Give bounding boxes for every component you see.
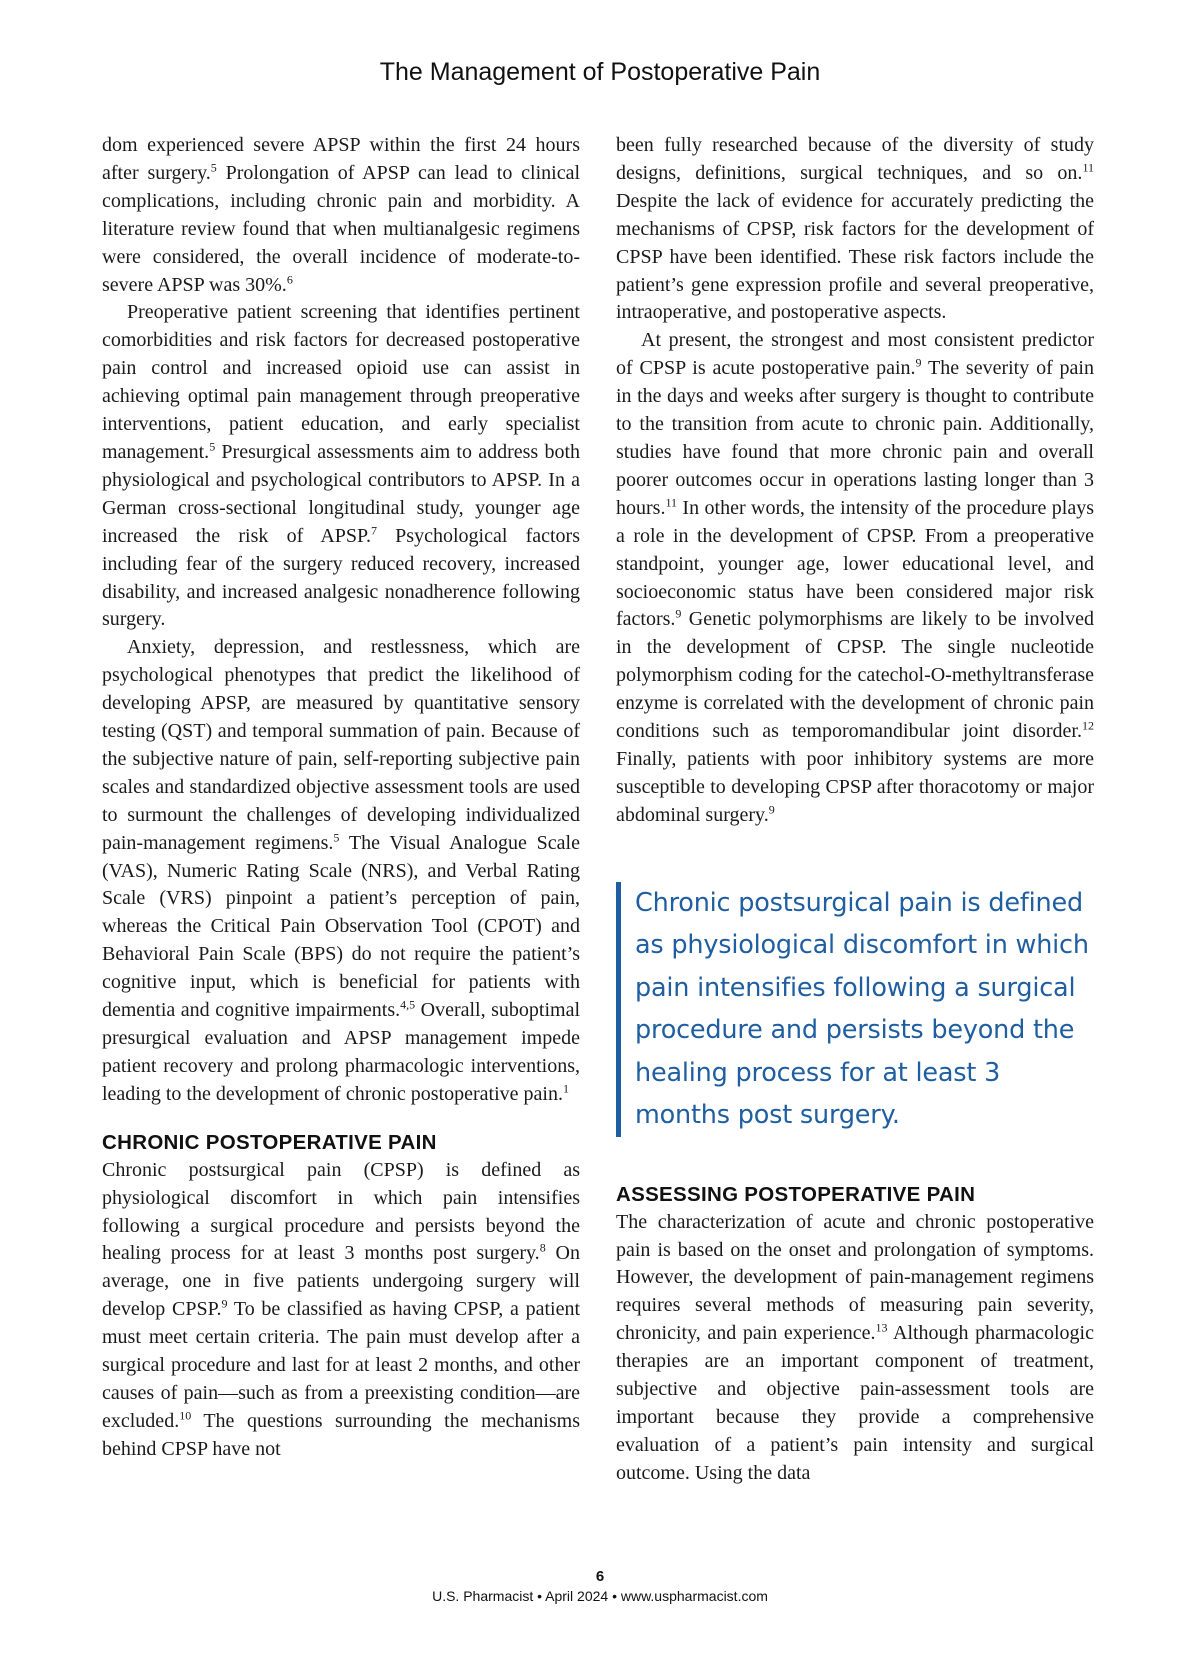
- page-number: 6: [595, 1568, 605, 1585]
- citation: 9: [221, 1296, 228, 1311]
- body-paragraph: Preoperative patient screening that identifies pertinent comorbidities and risk factors for decreased postoperative pain control and increased opioid use can assist in achieving optimal pain management through preoperative interventions, patient education, and early specialist management.$^5$ Presurgical assessments aim to address both physiological and psychological contributors to APSP. In a German cross-sectional longitudinal study, younger age increased the risk of APSP.$^7$ Psychological factors including fear of the surgery reduced recovery, increased disability, and increased analgesic nonadherence following surgery.: [102, 301, 581, 631]
- citation: 1: [562, 1081, 569, 1096]
- citation: 10: [179, 1408, 192, 1423]
- citation: 5: [333, 830, 340, 844]
- citation: 8: [539, 1240, 546, 1255]
- body-paragraph: dom experienced severe APSP within the first 24 hours after surgery.$^5$ Prolongation of APSP can lead to clinical complications, including chronic pain and morbidity. A literature review found that when multianalgesic regimens were considered, the overall incidence of moderate-to-severe APSP was 30%.$^6$: [102, 134, 580, 296]
- body-paragraph: At present, the strongest and most consistent predictor of CPSP is acute postoperative pain.$^9$ The severity of pain in the days and weeks after surgery is thought to contribute to the transition from acute to chronic pain. Additionally, studies have found that more chronic pain and overall poorer outcomes occur in operations lasting longer than 3 hours.$^{11}$ In other words, the intensity of the procedure plays a role in the development of CPSP. From a preoperative standpoint, younger age, lower educational level, and socioeconomic status have been considered major risk factors.$^9$ Genetic polymorphisms are likely to be involved in the development of CPSP. The single nucleotide polymorphism coding for the catechol-O-methyltransferase enzyme is correlated with the development of chronic pain conditions such as temporomandibular joint disorder.$^{12}$ Finally, patients with poor inhibitory systems are more susceptible to developing CPSP after thoracotomy or major abdominal surgery.$^9$: [616, 329, 1094, 826]
- left-column: [102, 132, 580, 1464]
- citation: 9: [675, 606, 682, 621]
- citation: 9: [768, 802, 775, 817]
- citation: 5: [210, 160, 217, 175]
- page-title: The Management of Postoperative Pain: [379, 58, 821, 86]
- citation: 11: [1082, 160, 1094, 175]
- citation: 11: [665, 495, 678, 510]
- pull-quote: Chronic postsurgical pain is defined as physiological discomfort in which pain intensifies following a surgical procedure and persists beyond the healing process for at least 3 months post surgery.: [616, 882, 1094, 1137]
- body-paragraph: The characterization of acute and chronic postoperative pain is based on the onset and prolongation of symptoms. However, the development of pain-management regimens requires several methods of measuring pain severity, chronicity, and pain experience.$^{13}$ Although pharmacologic therapies are an important component of treatment, subjective and objective pain-assessment tools are important because they provide a comprehensive evaluation of a patient’s pain intensity and surgical outcome. Using the data: [616, 1210, 1094, 1484]
- citation: 9: [915, 355, 922, 370]
- section-heading: CHRONIC POSTOPERATIVE PAIN: [102, 1130, 437, 1154]
- section-heading: ASSESSING POSTOPERATIVE PAIN: [616, 1182, 976, 1206]
- body-paragraph: Anxiety, depression, and restlessness, which are psychological phenotypes that predict the likelihood of developing APSP, are measured by quantitative sensory testing (QST) and temporal summation of pain. Because of the subjective nature of pain, self-reporting subjective pain scales and standardized objective assessment tools are used to surmount the challenges of developing individualized pain-management regimens.$^5$ The Visual Analogue Scale (VAS), Numeric Rating Scale (NRS), and Verbal Rating Scale (VRS) pinpoint a patient’s perception of pain, whereas the Critical Pain Observation Tool (CPOT) and Behavioral Pain Scale (BPS) do not require the patient’s cognitive input, which is beneficial for patients with dementia and cognitive impairments.$^{4,5}$ Overall, suboptimal presurgical evaluation and APSP management impede patient recovery and prolong pharmacologic interventions, leading to the development of chronic postoperative pain.$^1$: [102, 636, 581, 1105]
- citation: 7: [370, 523, 377, 538]
- citation: 5: [209, 439, 216, 454]
- right-column: [616, 132, 1094, 1488]
- publication-footer: U.S. Pharmacist • April 2024 • www.uspharmacist.com: [432, 1588, 768, 1604]
- citation: 6: [286, 271, 293, 286]
- body-paragraph: been fully researched because of the diversity of study designs, definitions, surgical techniques, and so on.$^{11}$ Despite the lack of evidence for accurately predicting the mechanisms of CPSP, risk factors for the development of CPSP have been identified. These risk factors include the patient’s gene expression profile and several preoperative, intraoperative, and postoperative aspects.: [616, 134, 1094, 324]
- body-paragraph: Chronic postsurgical pain (CPSP) is defined as physiological discomfort in which pain intensifies following a surgical procedure and persists beyond the healing process for at least 3 months post surgery.$^8$ On average, one in five patients undergoing surgery will develop CPSP.$^9$ To be classified as having CPSP, a patient must meet certain criteria. The pain must develop after a surgical procedure and last for at least 2 months, and other causes of pain—such as from a preexisting condition—are excluded.$^{10}$ The questions surrounding the mechanisms behind CPSP have not: [102, 1158, 581, 1460]
- citation: 13: [875, 1320, 888, 1335]
- citation: 4,5: [400, 997, 416, 1012]
- citation: 12: [1082, 718, 1094, 733]
